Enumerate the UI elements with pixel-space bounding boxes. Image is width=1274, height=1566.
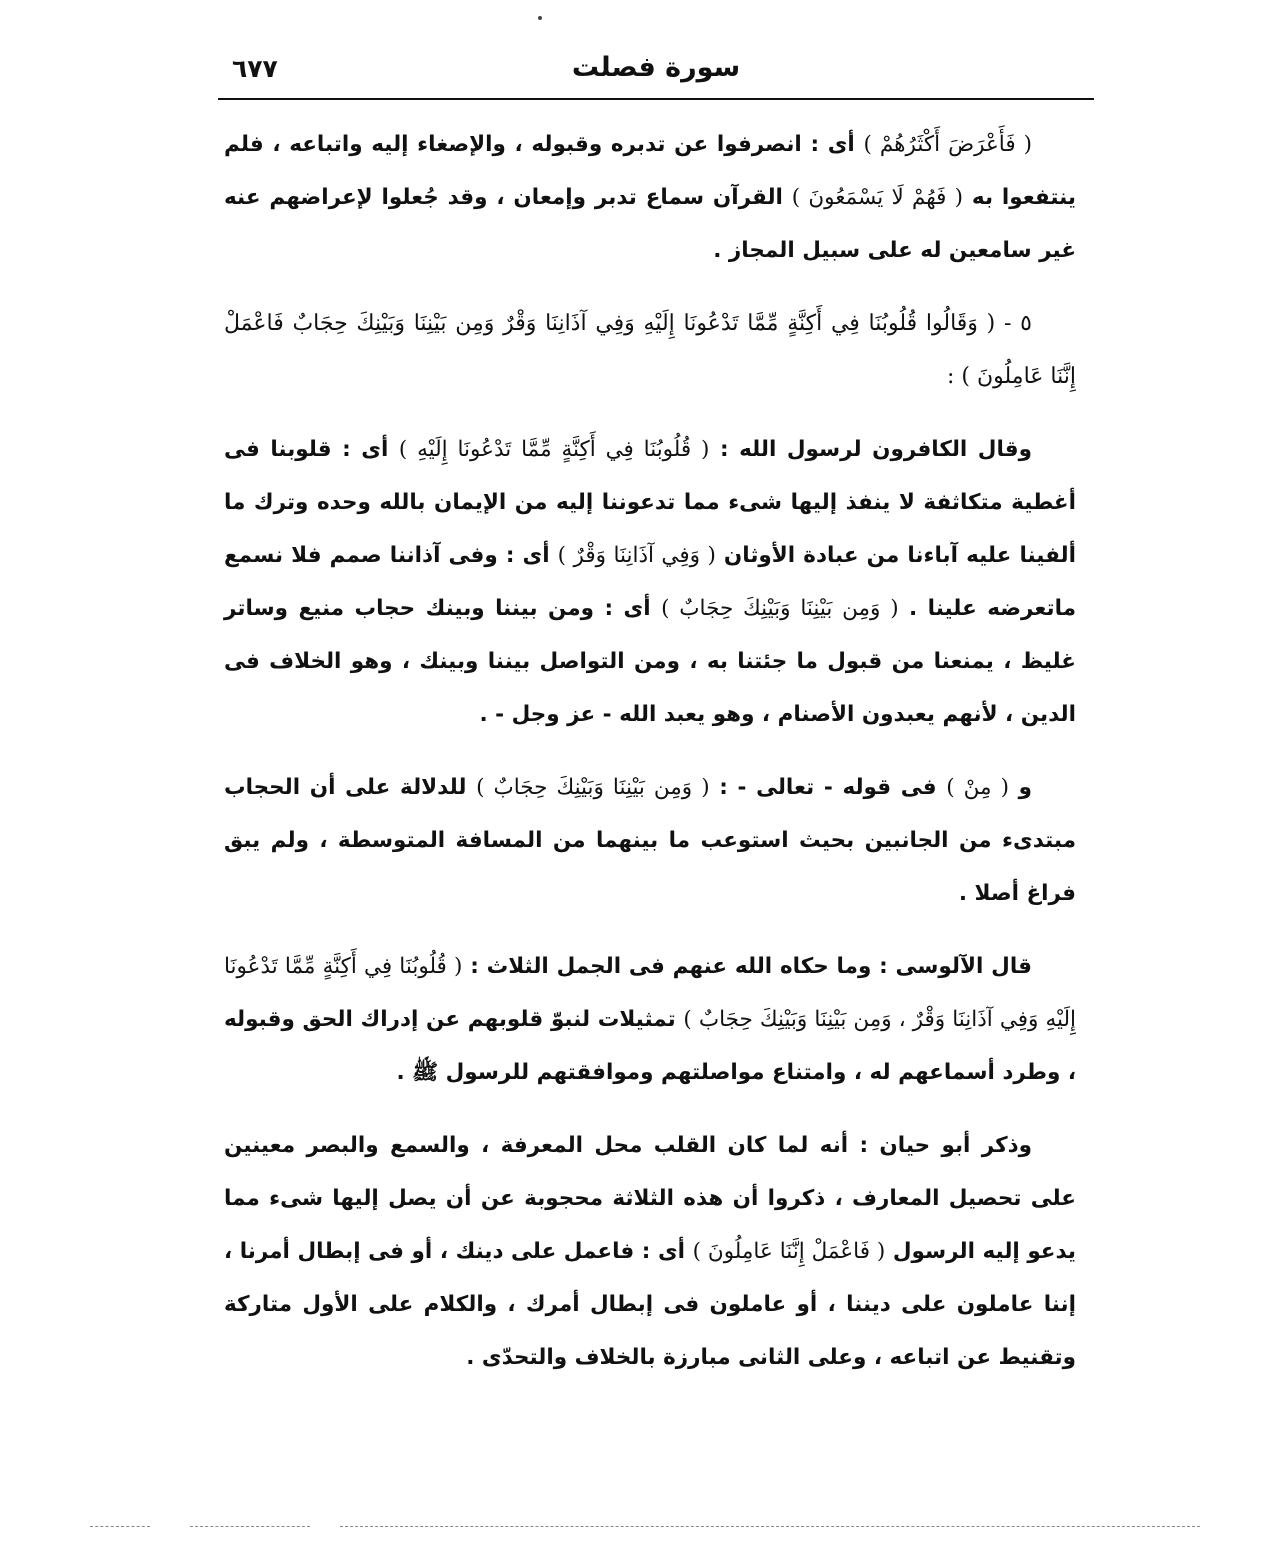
paragraph-text: قال الآلوسى : وما حكاه الله عنهم فى الجمل الثلاث :	[462, 954, 1032, 979]
commentary-paragraph	[224, 940, 1076, 1099]
quoted-verse: ( فَاعْمَلْ إِنَّنَا عَامِلُونَ )	[692, 1239, 886, 1264]
commentary-paragraph	[224, 1119, 1076, 1384]
paragraph-text: أى : قلوبنا فى أغطية متكاثفة لا ينفذ إليها شىء مما تدعوننا إليه من الإيمان بالله وحده وترك ما ألفينا عليه آباءنا من عبادة الأوثان	[224, 437, 1076, 568]
paragraph-text: و	[1008, 775, 1032, 800]
quoted-verse: ( وَمِن بَيْنِنَا وَبَيْنِكَ حِجَابٌ )	[476, 775, 710, 800]
quoted-verse: ( مِنْ )	[946, 775, 1009, 800]
quoted-verse: ( قُلُوبُنَا فِي أَكِنَّةٍ مِّمَّا تَدْعُونَا إِلَيْهِ وَفِي آذَانِنَا وَقْرٌ ، وَمِن بَيْنِنَا وَبَيْنِكَ حِجَابٌ )	[224, 954, 1076, 1032]
footer-line-segment	[190, 1526, 310, 1527]
paragraph-text: فى قوله - تعالى - :	[709, 775, 947, 800]
paragraph-text: تمثيلات لنبوّ قلوبهم عن إدراك الحق وقبوله ، وطرد أسماعهم له ، وامتناع مواصلتهم وموافقتهم للرسول ﷺ .	[224, 1007, 1076, 1085]
commentary-body	[224, 118, 1076, 1404]
page-header	[218, 48, 1094, 96]
surah-title: سورة فصلت	[571, 52, 741, 83]
paragraph-text: أى : وفى آذاننا صمم فلا نسمع ماتعرضه علينا .	[224, 543, 1077, 621]
paragraph-text: ٥ - ( وَقَالُوا قُلُوبُنَا فِي أَكِنَّةٍ مِّمَّا تَدْعُونَا إِلَيْهِ وَفِي آذَانِنَا وَقْرٌ وَمِن بَيْنِنَا وَبَيْنِكَ حِجَابٌ فَاعْمَلْ إِنَّنَا عَامِلُونَ ) :	[224, 311, 1076, 389]
footer-line-segment	[340, 1526, 1200, 1527]
paragraph-text: للدلالة على أن الحجاب مبتدىء من الجانبين بحيث استوعب ما بينهما من المسافة المتوسطة ، ولم يبق فراغ أصلا .	[224, 775, 1076, 906]
paragraph-text: القرآن سماع تدبر وإمعان ، وقد جُعلوا لإعراضهم عنه غير سامعين له على سبيل المجاز .	[224, 185, 1076, 263]
paragraph-text: أى : فاعمل على دينك ، أو فى إبطال أمرنا ، إننا عاملون على ديننا ، أو عاملون فى إبطال أمرك ، والكلام على الأول متاركة وتقنيط عن اتباعه ، وعلى الثانى مبارزة بالخلاف والتحدّى .	[224, 1239, 1076, 1370]
paragraph-text: وذكر أبو حيان : أنه لما كان القلب محل المعرفة ، والسمع والبصر معينين على تحصيل المعارف ، ذكروا أن هذه الثلاثة محجوبة عن أن يصل إليها شىء مما يدعو إليه الرسول	[224, 1133, 1076, 1264]
quoted-verse: ( فَهُمْ لَا يَسْمَعُونَ )	[791, 185, 964, 210]
commentary-paragraph	[224, 118, 1076, 277]
footer-line-segment	[90, 1526, 150, 1527]
header-rule	[218, 98, 1094, 100]
quran-verse-paragraph	[224, 297, 1076, 403]
paragraph-text: أى : ومن بيننا وبينك حجاب منيع وساتر غليظ ، يمنعنا من قبول ما جئتنا به ، ومن التواصل بيننا وبينك ، وهو الخلاف فى الدين ، لأنهم يعبدون الأصنام ، وهو يعبد الله - عز وجل - .	[224, 596, 1076, 727]
page-number: ٦٧٧	[232, 54, 278, 83]
paragraph-text: وقال الكافرون لرسول الله :	[709, 437, 1032, 462]
paragraph-text: أى : انصرفوا عن تدبره وقبوله ، والإصغاء إليه واتباعه ، فلم ينتفعوا به	[224, 132, 1077, 210]
quoted-verse: ( وَفِي آذَانِنَا وَقْرٌ )	[557, 543, 716, 568]
commentary-paragraph	[224, 423, 1076, 741]
quoted-verse: ( فَأَعْرَضَ أَكْثَرُهُمْ )	[863, 132, 1033, 157]
print-speck	[538, 16, 542, 20]
commentary-paragraph	[224, 761, 1076, 920]
quoted-verse: ( قُلُوبُنَا فِي أَكِنَّةٍ مِّمَّا تَدْعُونَا إِلَيْهِ )	[398, 437, 710, 462]
quoted-verse: ( وَمِن بَيْنِنَا وَبَيْنِكَ حِجَابٌ )	[661, 596, 899, 621]
